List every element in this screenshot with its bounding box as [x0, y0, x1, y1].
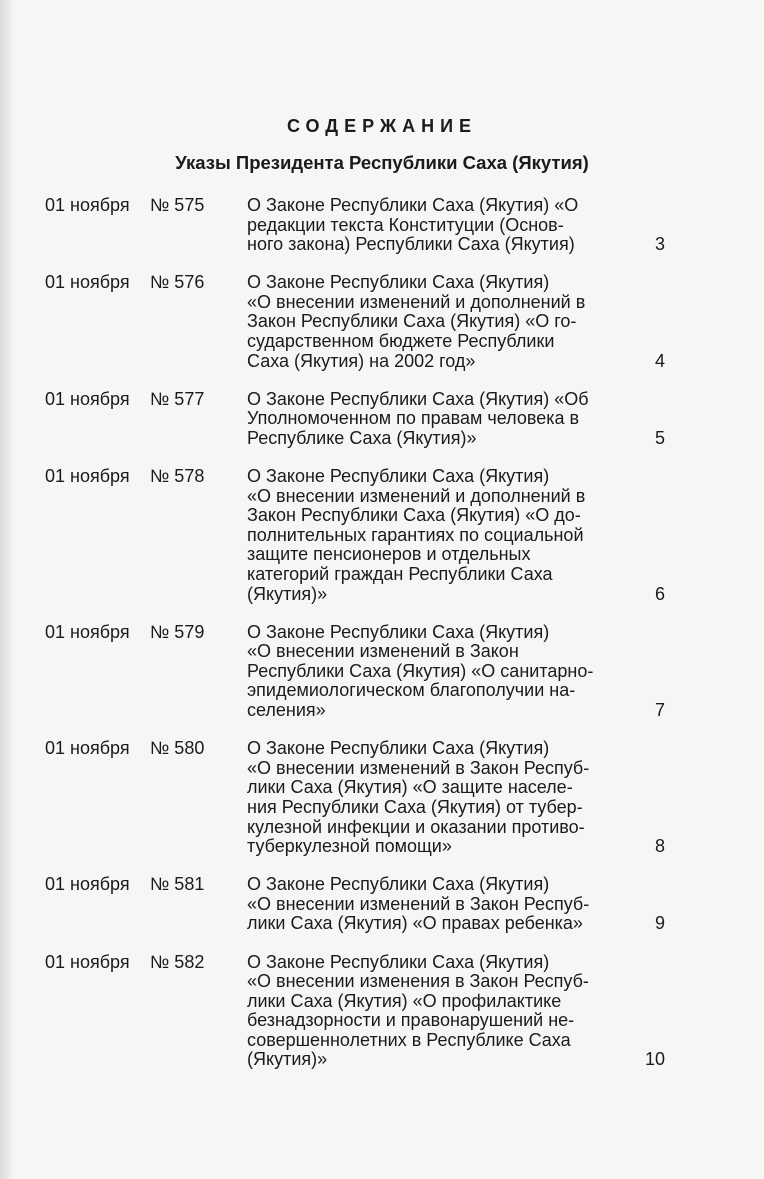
contents-entry	[45, 467, 685, 604]
entry-number: № 578	[150, 466, 205, 487]
entry-title	[247, 196, 637, 255]
entry-title-line: «О внесении изменений и дополнений в	[247, 291, 586, 312]
entry-title-line: «О внесении изменений в Закон Респуб-	[247, 893, 590, 914]
entry-title-line: совершеннолетних в Республике Саха	[247, 1029, 571, 1050]
entry-number: № 576	[150, 272, 205, 293]
entry-title-line: О Законе Республики Саха (Якутия) «Об	[247, 388, 589, 409]
entry-title-line: ния Республики Саха (Якутия) от тубер-	[247, 796, 583, 817]
entry-title	[247, 875, 637, 934]
entry-title-line: Уполномоченном по правам человека в	[247, 408, 580, 429]
entry-date: 01 ноября	[45, 621, 130, 642]
entry-title-line: О Законе Республики Саха (Якутия)	[247, 621, 550, 642]
entry-title-line: эпидемиологическом благополучии на-	[247, 680, 576, 701]
entry-number: № 580	[150, 738, 205, 759]
entry-title-line: «О внесении изменений в Закон	[247, 641, 519, 662]
entry-title-line: Закон Республики Саха (Якутия) «О до-	[247, 505, 581, 526]
contents-entry	[45, 273, 685, 371]
entry-title-line: защите пенсионеров и отдельных	[247, 544, 531, 565]
entry-title-line: полнительных гарантиях по социальной	[247, 524, 584, 545]
entry-title-line: кулезной инфекции и оказании противо-	[247, 816, 585, 837]
entry-date: 01 ноября	[45, 738, 130, 759]
entry-title-line: лики Саха (Якутия) «О защите населе-	[247, 777, 573, 798]
entry-title-line: «О внесении изменений в Закон Респуб-	[247, 757, 590, 778]
entry-title-line: Республике Саха (Якутия)»	[247, 427, 477, 448]
contents-entry	[45, 390, 685, 449]
entry-page-number: 3	[654, 234, 665, 255]
entry-page-number: 5	[654, 427, 665, 448]
contents-entry	[45, 623, 685, 721]
entry-title-line: (Якутия)»	[247, 1049, 328, 1070]
entry-page-number: 10	[644, 1049, 665, 1070]
entry-title	[247, 273, 637, 371]
entry-number: № 577	[150, 388, 205, 409]
entry-title	[247, 623, 637, 721]
entry-title-line: О Законе Республики Саха (Якутия)	[247, 874, 550, 895]
entry-title-line: Саха (Якутия) на 2002 год»	[247, 350, 476, 371]
contents-entry	[45, 739, 685, 857]
entry-title-line: О Законе Республики Саха (Якутия)	[247, 466, 550, 487]
entry-number: № 575	[150, 195, 205, 215]
entry-title-line: редакции текста Конституции (Основ-	[247, 214, 564, 235]
entry-title-line: Закон Республики Саха (Якутия) «О го-	[247, 311, 577, 332]
entry-title-line: О Законе Республики Саха (Якутия)	[247, 272, 550, 293]
entry-title-line: сударственном бюджете Республики	[247, 331, 555, 352]
entry-title-line: О Законе Республики Саха (Якутия) «О	[247, 195, 579, 215]
entry-page-number: 4	[654, 350, 665, 371]
entry-date: 01 ноября	[45, 951, 130, 972]
entry-title-line: безнадзорности и правонарушений не-	[247, 1010, 575, 1031]
entry-date: 01 ноября	[45, 388, 130, 409]
contents-entry	[45, 875, 685, 934]
entry-title	[247, 467, 637, 604]
entry-title	[247, 739, 637, 857]
entry-number: № 579	[150, 621, 205, 642]
contents-title: СОДЕРЖАНИЕ	[286, 116, 478, 136]
entry-title-line: О Законе Республики Саха (Якутия)	[247, 951, 550, 972]
entry-date: 01 ноября	[45, 874, 130, 895]
section-heading: Указы Президента Республики Саха (Якутия)	[175, 152, 589, 173]
entry-title-line: лики Саха (Якутия) «О правах ребенка»	[247, 913, 583, 934]
entry-title-line: лики Саха (Якутия) «О профилактике	[247, 990, 562, 1011]
entry-title-line: О Законе Республики Саха (Якутия)	[247, 738, 550, 759]
entry-number: № 581	[150, 874, 205, 895]
entry-page-number: 8	[654, 836, 665, 857]
entry-number: № 582	[150, 951, 205, 972]
entry-page-number: 9	[654, 913, 665, 934]
entry-title-line: (Якутия)»	[247, 583, 328, 604]
entry-page-number: 7	[654, 700, 665, 721]
entry-date: 01 ноября	[45, 195, 130, 215]
entry-title	[247, 390, 637, 449]
entry-title-line: ного закона) Республики Саха (Якутия)	[247, 234, 575, 255]
entry-title	[247, 953, 637, 1071]
entry-title-line: «О внесении изменения в Закон Респуб-	[247, 971, 589, 992]
contents-list	[45, 196, 685, 1089]
entry-date: 01 ноября	[45, 272, 130, 293]
page-edge-shadow	[0, 0, 14, 1179]
contents-entry	[45, 196, 685, 255]
entry-title-line: категорий граждан Республики Саха	[247, 564, 553, 584]
entry-date: 01 ноября	[45, 466, 130, 487]
contents-entry	[45, 953, 685, 1071]
entry-title-line: «О внесении изменений и дополнений в	[247, 485, 586, 506]
entry-title-line: туберкулезной помощи»	[247, 836, 452, 857]
entry-title-line: Республики Саха (Якутия) «О санитарно-	[247, 660, 594, 681]
entry-page-number: 6	[654, 583, 665, 604]
entry-title-line: селения»	[247, 700, 326, 721]
